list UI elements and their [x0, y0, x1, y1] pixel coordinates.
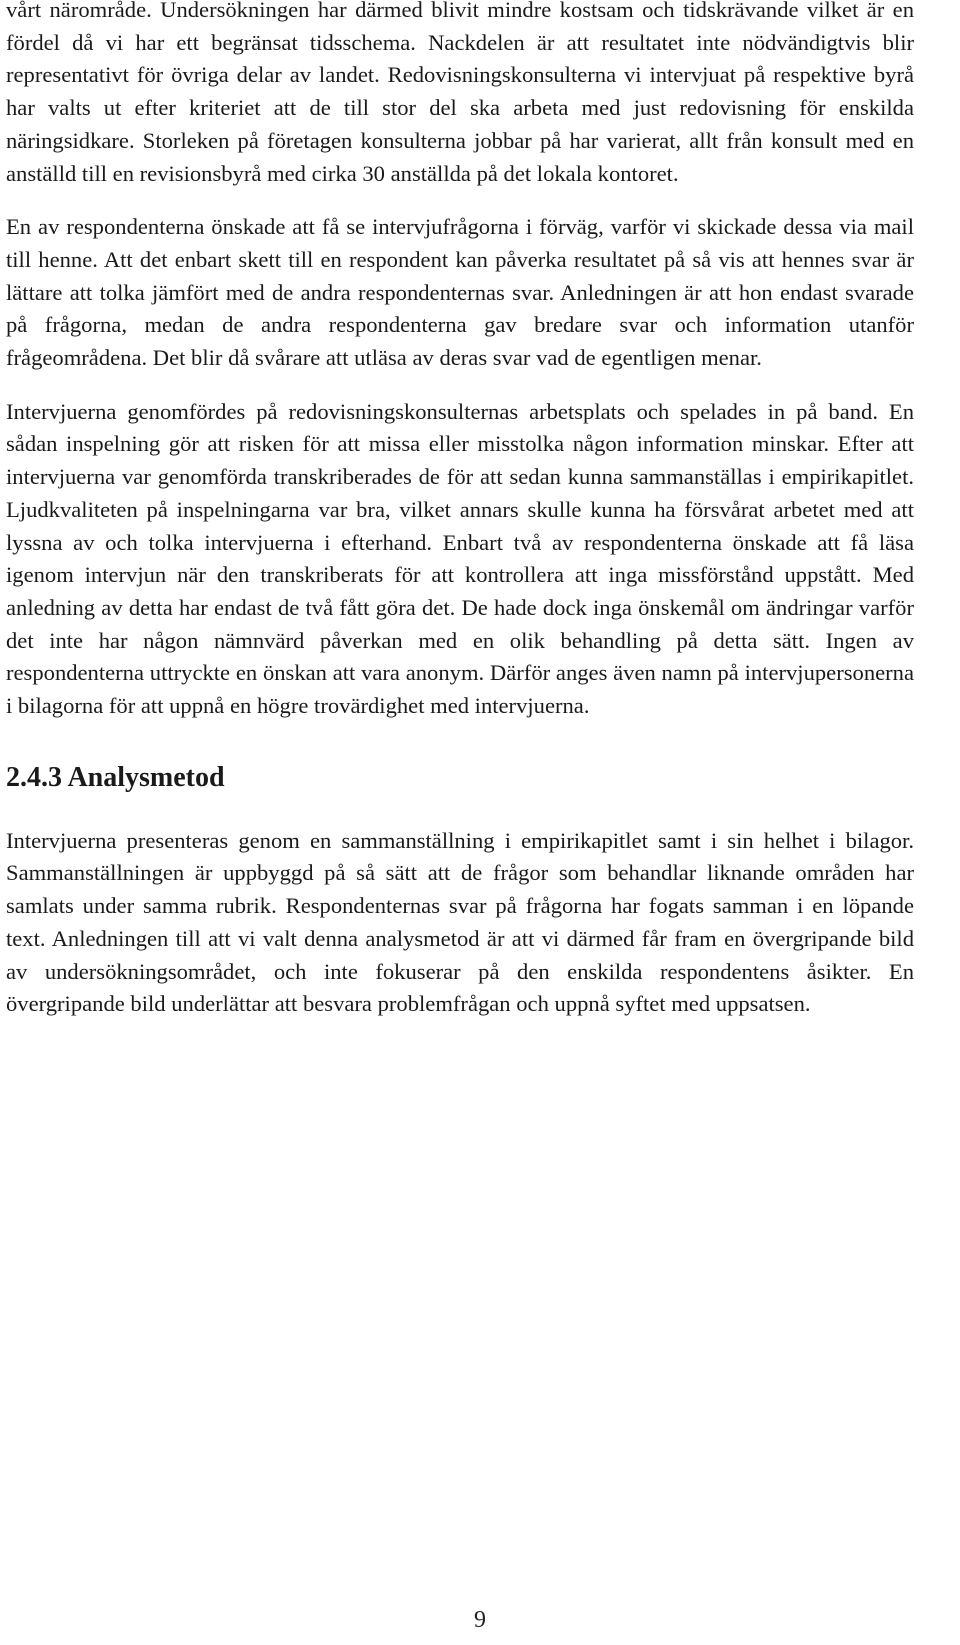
body-paragraph-3: Intervjuerna genomfördes på redovisningskonsulternas arbetsplats och spelades in på band. En sådan inspelning gör att risken för att missa eller misstolka någon information minskar. Efter att intervjuerna var genomförda transkriberades de för att sedan kunna sammanställas i empirikapitlet. Ljudkvaliteten på inspelningarna var bra, vilket annars skulle kunna ha försvårat arbetet med att lyssna av och tolka intervjuerna i efterhand. Enbart två av respondenterna önskade att få läsa igenom intervjun när den transkriberats för att kontrollera att inga missförstånd uppstått. Med anledning av detta har endast de två fått göra det. De hade dock inga önskemål om ändringar varför det inte har någon nämnvärd påverkan med en olik behandling på detta sätt. Ingen av respondenterna uttryckte en önskan att vara anonym. Därför anges även namn på intervjupersonerna i bilagorna för att uppnå en högre trovärdighet med intervjuerna.: [6, 398, 914, 719]
section-paragraph: Intervjuerna presenteras genom en sammanställning i empirikapitlet samt i sin helhet i bilagor. Sammanställningen är uppbyggd på så sätt att de frågor som behandlar liknande områden har samlats under samma rubrik. Respondenternas svar på frågorna har fogats samman i en löpande text. Anledningen till att vi valt denna analysmetod är att vi därmed får fram en övergripande bild av undersökningsområdet, och inte fokuserar på den enskilda respondentens åsikter. En övergripande bild underlättar att besvara problemfrågan och uppnå syftet med uppsatsen.: [6, 827, 914, 1017]
body-paragraph-1: vårt närområde. Undersökningen har därmed blivit mindre kostsam och tidskrävande vilket är en fördel då vi har ett begränsat tidsschema. Nackdelen är att resultatet inte nödvändigtvis blir representativt för övriga delar av landet. Redovisningskonsulterna vi intervjuat på respektive byrå har valts ut efter kriteriet att de till stor del ska arbeta med just redovisning för enskilda näringsidkare. Storleken på företagen konsulterna jobbar på har varierat, allt från konsult med en anställd till en revisionsbyrå med cirka 30 anställda på det lokala kontoret.: [6, 0, 914, 186]
document-page: [6, 0, 914, 1021]
section-heading: 2.4.3 Analysmetod: [6, 761, 225, 793]
page-number: 9: [474, 1607, 486, 1633]
body-paragraph-2: En av respondenterna önskade att få se intervjufrågorna i förväg, varför vi skickade dessa via mail till henne. Att det enbart skett till en respondent kan påverka resultatet på så vis att hennes svar är lättare att tolka jämfört med de andra respondenternas svar. Anledningen är att hon endast svarade på frågorna, medan de andra respondenterna gav bredare svar och information utanför frågeområdena. Det blir då svårare att utläsa av deras svar vad de egentligen menar.: [6, 214, 914, 371]
